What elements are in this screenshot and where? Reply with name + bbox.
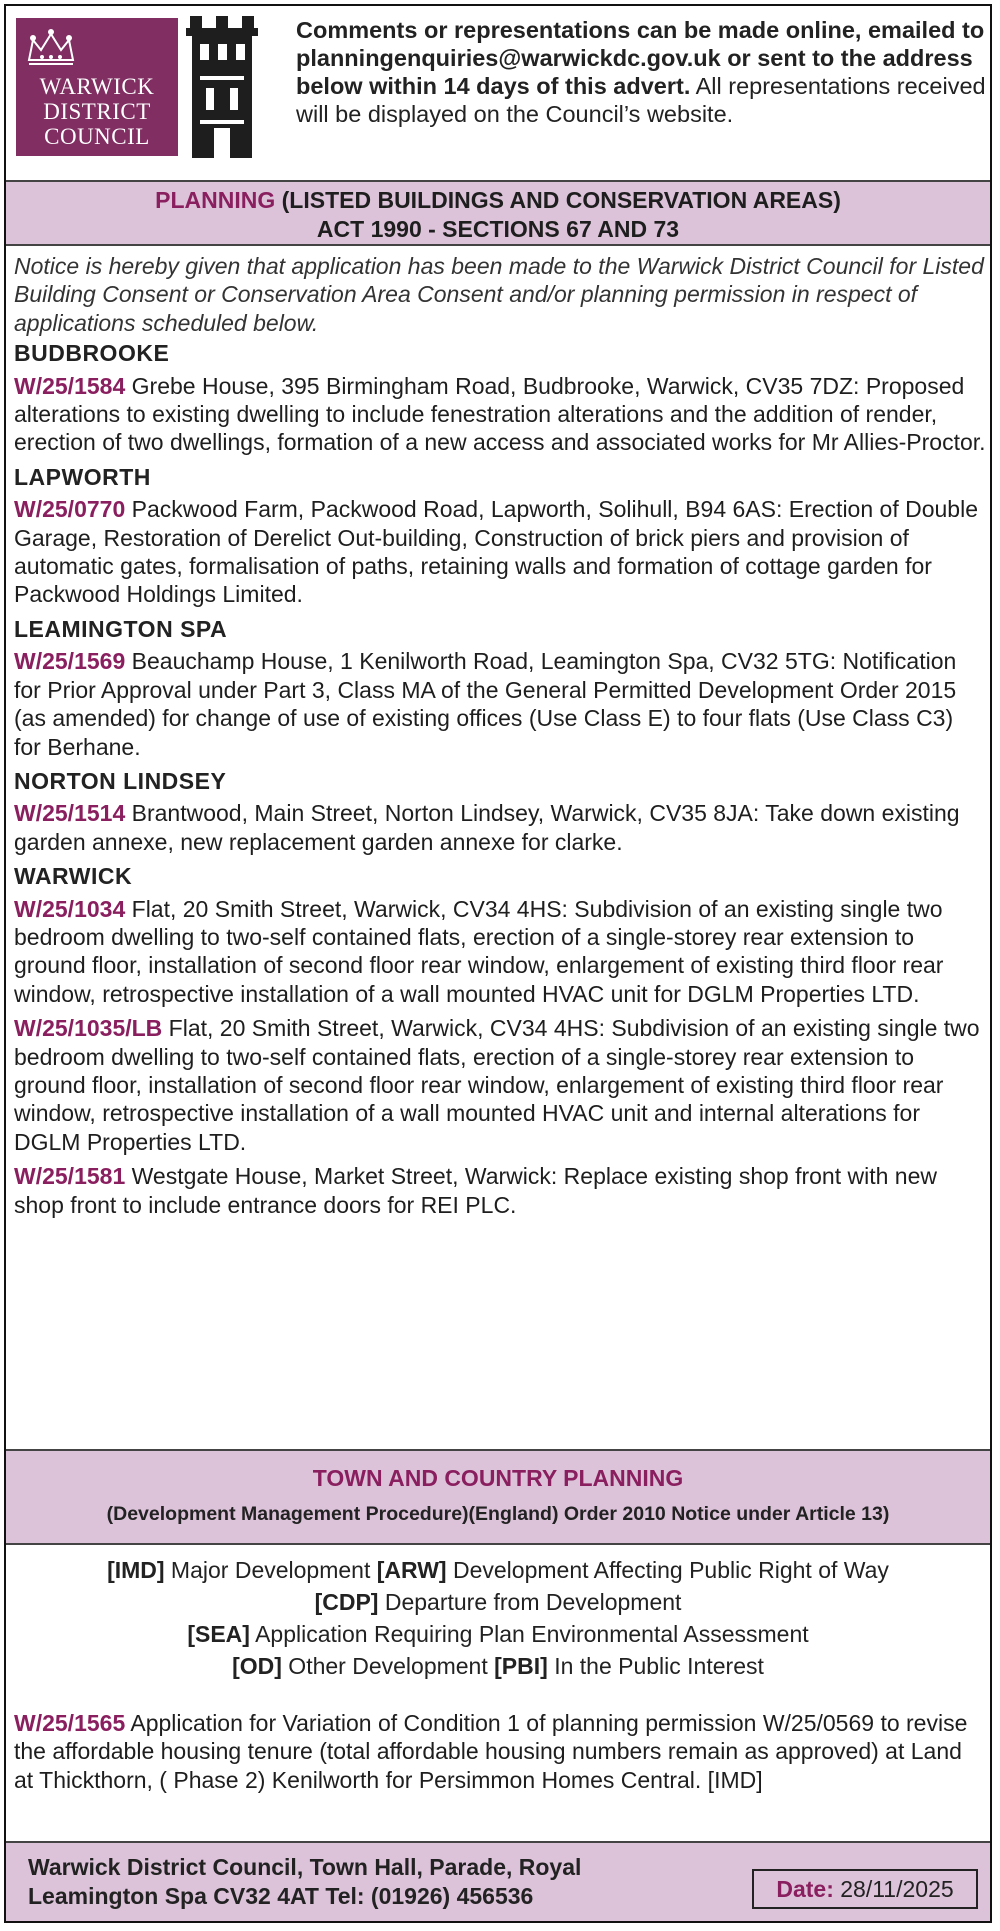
tcp-title: TOWN AND COUNTRY PLANNING — [312, 1465, 684, 1491]
representation-notice — [296, 16, 986, 128]
code-pbi: [PBI] — [494, 1653, 548, 1679]
listed-buildings-heading — [6, 180, 990, 246]
tower-icon — [182, 16, 262, 158]
application-text: Flat, 20 Smith Street, Warwick, CV34 4HS: Subdivision of an existing single two bedroom dwelling to two-self contained flats, erection of a single-storey rear extension to ground floor, installation of second floor rear window, enlargement of existing third floor rear window, retrospective installation of a wall mounted HVAC unit and internal alterations for DGLM Properties LTD. — [14, 1015, 980, 1155]
application-entry — [14, 799, 986, 856]
tcp-subtitle: (Development Management Procedure)(England) Order 2010 Notice under Article 13) — [106, 1503, 890, 1525]
application-ref: W/25/1584 — [14, 372, 126, 399]
application-ref: W/25/0770 — [14, 496, 126, 523]
applications-list — [14, 252, 986, 1225]
application-entry — [14, 495, 986, 609]
application-ref: W/25/1581 — [14, 1163, 126, 1190]
code-pbi-text: In the Public Interest — [547, 1653, 764, 1679]
application-entry — [14, 1709, 974, 1794]
date-value: 28/11/2025 — [833, 1876, 954, 1902]
application-text: Flat, 20 Smith Street, Warwick, CV34 4HS: Subdivision of an existing single two bedroom dwelling to two-self contained flats, erection of a single-storey rear extension to ground floor, installation of second floor rear window, enlargement of existing third floor rear window, retrospective installation of a wall mounted HVAC unit for DGLM Properties LTD. — [14, 895, 944, 1007]
intro-text: Notice is hereby given that application has been made to the Warwick District Council for Listed Building Consent or Conservation Area Consent and/or planning permission in respect of applications scheduled below. — [14, 253, 984, 336]
area-heading-warwick: WARWICK — [14, 863, 133, 890]
area-heading-leamington-spa: LEAMINGTON SPA — [14, 615, 228, 642]
council-address — [28, 1853, 648, 1911]
application-entry — [14, 1014, 986, 1156]
code-cdp-text: Departure from Development — [378, 1589, 682, 1615]
notice-plain-text: All representations received will be displayed on the Council’s website. — [296, 73, 986, 127]
application-entry — [14, 895, 986, 1009]
application-text: Application for Variation of Condition 1 of planning permission W/25/0569 to revise the affordable housing tenure (total affordable housing numbers remain as approved) at Land at Thickthorn, ( Phase 2) Kenilworth for Persimmon Homes Central. [IMD] — [14, 1710, 968, 1793]
application-ref: W/25/1569 — [14, 648, 126, 675]
address-line-2: Leamington Spa CV32 4AT Tel: (01926) 456536 — [28, 1883, 534, 1909]
date-label: Date: — [776, 1876, 834, 1902]
notice-bold-text: Comments or representations can be made online, emailed to planningenquiries@warwickdc.gov.uk or sent to the address below within 14 days of this advert. — [296, 17, 985, 99]
application-ref: W/25/1035/LB — [14, 1015, 163, 1042]
application-entry — [14, 647, 986, 761]
application-codes-key — [6, 1554, 990, 1682]
application-ref: W/25/1514 — [14, 800, 126, 827]
planning-notice — [4, 4, 992, 1923]
application-ref: W/25/1034 — [14, 895, 126, 922]
town-country-planning-heading — [6, 1449, 990, 1545]
address-line-1: Warwick District Council, Town Hall, Parade, Royal — [28, 1854, 582, 1880]
application-ref: W/25/1565 — [14, 1710, 126, 1736]
logo-line-3: COUNCIL — [44, 124, 150, 149]
application-entry — [14, 372, 986, 457]
heading-planning-word: PLANNING — [155, 187, 276, 213]
date-box — [752, 1869, 978, 1909]
code-arw: [ARW] — [376, 1557, 447, 1583]
header — [6, 6, 990, 176]
application-text: Brantwood, Main Street, Norton Lindsey, Warwick, CV35 8JA: Take down existing garden annexe, new replacement garden annexe for clarke. — [14, 800, 960, 855]
area-heading-budbrooke: BUDBROOKE — [14, 340, 170, 367]
area-heading-lapworth: LAPWORTH — [14, 463, 151, 490]
code-arw-text: Development Affecting Public Right of Way — [446, 1557, 889, 1583]
logo-line-2: DISTRICT — [43, 99, 151, 124]
crown-icon — [24, 26, 78, 70]
code-od: [OD] — [232, 1653, 282, 1679]
logo-line-1: WARWICK — [39, 74, 155, 99]
code-cdp: [CDP] — [314, 1589, 379, 1615]
application-text: Beauchamp House, 1 Kenilworth Road, Leamington Spa, CV32 5TG: Notification for Prior Approval under Part 3, Class MA of the General Permitted Development Order 2015 (as amended) for change of use of existing offices (Use Class E) to four flats (Use Class C3) for Berhane. — [14, 648, 957, 760]
heading-title-line2: ACT 1990 - SECTIONS 67 AND 73 — [316, 216, 680, 242]
council-logo — [16, 18, 178, 156]
code-sea-text: Application Requiring Plan Environmental Assessment — [249, 1621, 809, 1647]
code-sea: [SEA] — [187, 1621, 250, 1647]
application-entry — [14, 1162, 986, 1219]
code-od-text: Other Development — [281, 1653, 495, 1679]
footer — [6, 1841, 990, 1923]
application-text: Packwood Farm, Packwood Road, Lapworth, Solihull, B94 6AS: Erection of Double Garage, Restoration of Derelict Out-building, Construction of brick piers and provision of automatic gates, formalisation of paths, retaining walls and formation of cottage garden for Packwood Holdings Limited. — [14, 496, 978, 608]
area-heading-norton-lindsey: NORTON LINDSEY — [14, 767, 227, 794]
application-text: Westgate House, Market Street, Warwick: Replace existing shop front with new shop front to include entrance doors for REI PLC. — [14, 1163, 937, 1218]
heading-title-rest: (LISTED BUILDINGS AND CONSERVATION AREAS) — [275, 187, 841, 213]
application-text: Grebe House, 395 Birmingham Road, Budbrooke, Warwick, CV35 7DZ: Proposed alterations to existing dwelling to include fenestration alterations and the addition of render, erection of two dwellings, formation of a new access and associated works for Mr Allies-Proctor. — [14, 372, 986, 456]
code-imd: [IMD] — [107, 1557, 165, 1583]
code-imd-text: Major Development — [164, 1557, 377, 1583]
